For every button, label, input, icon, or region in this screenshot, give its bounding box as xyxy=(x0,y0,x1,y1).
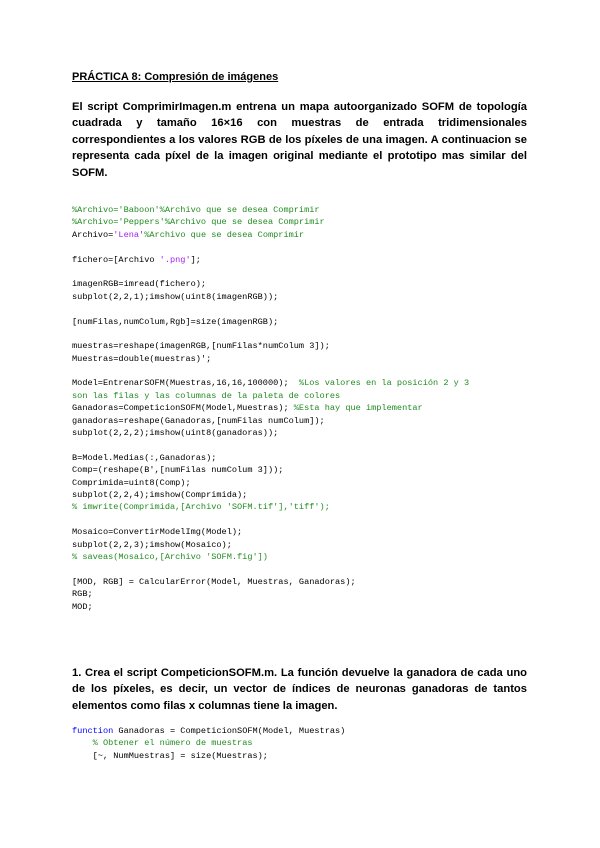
code-comment: son las filas y las columnas de la paleta de colores xyxy=(72,390,341,401)
code-blank-line xyxy=(72,266,542,278)
code-line xyxy=(72,601,542,613)
code-line xyxy=(72,402,542,414)
code-text: ]; xyxy=(190,254,201,265)
code-line xyxy=(72,278,542,290)
code-line xyxy=(72,588,542,600)
code-line xyxy=(72,390,542,402)
code-line xyxy=(72,353,542,365)
code-text: B=Model.Medias(:,Ganadoras); xyxy=(72,452,217,463)
code-line xyxy=(72,291,542,303)
code-blank-line xyxy=(72,563,542,575)
code-line xyxy=(72,316,542,328)
code-text: Mosaico=ConvertirModelImg(Model); xyxy=(72,527,243,538)
code-string: '.png' xyxy=(159,254,191,265)
code-text: Archivo= xyxy=(72,229,114,240)
code-text: fichero=[Archivo xyxy=(72,254,160,265)
code-line xyxy=(72,576,542,588)
code-comment: %Archivo='Baboon'%Archivo que se desea Comprimir xyxy=(72,205,320,215)
code-comment: %Los valores en la posición 2 y 3 xyxy=(298,378,470,389)
code-text: Comp=(reshape(B',[numFilas numColum 3])); xyxy=(72,465,284,476)
code-blank-line xyxy=(72,514,542,526)
code-line xyxy=(72,526,542,538)
code-text: Ganadoras = CompeticionSOFM(Model, Muestras) xyxy=(113,726,346,736)
code-line xyxy=(72,204,542,216)
code-line xyxy=(72,750,542,762)
code-block-function xyxy=(72,725,542,762)
code-blank-line xyxy=(72,328,542,340)
code-comment: %Esta hay que implementar xyxy=(293,403,423,414)
page-title: PRÁCTICA 8: Compresión de imágenes xyxy=(72,71,279,83)
code-text: RGB; xyxy=(72,589,93,600)
code-comment: %Archivo que se desea Comprimir xyxy=(144,229,305,240)
code-text: ganadoras=reshape(Ganadoras,[numFilas numColum]); xyxy=(72,415,325,426)
code-text: MOD; xyxy=(72,601,93,612)
code-line xyxy=(72,229,542,241)
code-blank-line xyxy=(72,303,542,315)
code-line xyxy=(72,551,542,563)
code-line xyxy=(72,725,542,737)
code-line xyxy=(72,427,542,439)
code-string: 'Lena' xyxy=(113,229,145,240)
code-comment: %Archivo='Peppers'%Archivo que se desea Comprimir xyxy=(72,217,325,228)
code-line xyxy=(72,464,542,476)
exercise-1-paragraph: 1. Crea el script CompeticionSOFM.m. La función devuelve la ganadora de cada uno de los píxeles, es decir, un vector de índices de neuronas ganadoras de tantos elementos como filas x columnas tiene la imagen. xyxy=(72,667,527,712)
code-comment: % saveas(Mosaico,[Archivo 'SOFM.fig']) xyxy=(72,551,268,562)
code-line xyxy=(72,377,542,389)
code-text: subplot(2,2,1);imshow(uint8(imagenRGB)); xyxy=(72,291,279,302)
code-blank-line xyxy=(72,241,542,253)
code-line xyxy=(72,501,542,513)
code-line xyxy=(72,737,542,749)
code-text: Model=EntrenarSOFM(Muestras,16,16,100000); xyxy=(72,378,299,389)
code-line xyxy=(72,539,542,551)
code-line xyxy=(72,452,542,464)
code-line xyxy=(72,216,542,228)
code-keyword: function xyxy=(72,726,114,736)
code-line xyxy=(72,340,542,352)
code-blank-line xyxy=(72,365,542,377)
code-line xyxy=(72,415,542,427)
code-text xyxy=(72,738,93,748)
code-text: Muestras=double(muestras)'; xyxy=(72,353,212,364)
code-text: [~, NumMuestras] = size(Muestras); xyxy=(72,750,268,761)
code-block-main xyxy=(72,204,542,613)
code-line xyxy=(72,489,542,501)
code-text: [numFilas,numColum,Rgb]=size(imagenRGB); xyxy=(72,316,279,327)
code-text: subplot(2,2,3);imshow(Mosaico); xyxy=(72,539,232,550)
code-text: Ganadoras=CompeticionSOFM(Model,Muestras); xyxy=(72,403,294,414)
code-comment: % imwrite(Comprimida,[Archivo 'SOFM.tif'],'tiff'); xyxy=(72,502,330,513)
code-text: imagenRGB=imread(fichero); xyxy=(72,279,207,290)
code-text: subplot(2,2,2);imshow(uint8(ganadoras)); xyxy=(72,428,279,439)
code-comment: % Obtener el número de muestras xyxy=(92,738,253,749)
code-text: [MOD, RGB] = CalcularError(Model, Muestras, Ganadoras); xyxy=(72,576,356,587)
code-line xyxy=(72,254,542,266)
code-blank-line xyxy=(72,439,542,451)
intro-paragraph: El script ComprimirImagen.m entrena un mapa autoorganizado SOFM de topología cuadrada y tamaño 16×16 con muestras de entrada tridimensionales correspondientes a los valores RGB de los píxeles de una imagen. A continuacion se representa cada píxel de la imagen original mediante el prototipo mas similar del SOFM. xyxy=(72,101,527,179)
code-text: subplot(2,2,4);imshow(Comprimida); xyxy=(72,489,248,500)
code-text: muestras=reshape(imagenRGB,[numFilas*numColum 3]); xyxy=(72,341,330,352)
code-line xyxy=(72,477,542,489)
code-text: Comprimida=uint8(Comp); xyxy=(72,477,191,488)
